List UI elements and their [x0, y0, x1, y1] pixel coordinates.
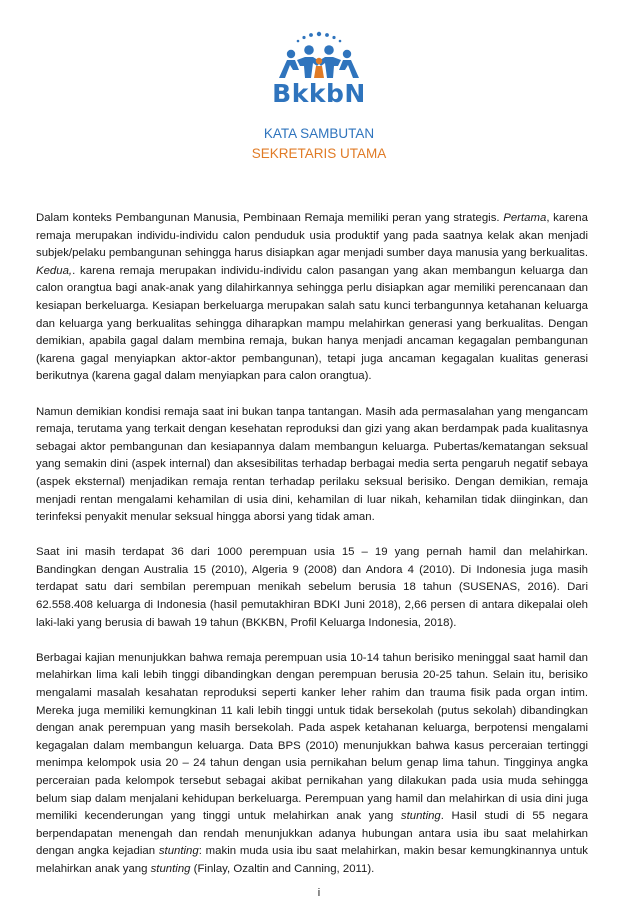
paragraph-2	[36, 404, 588, 527]
italic-text: stunting	[158, 845, 199, 858]
text-run: , karena remaja merupakan individu-individu calon penduduk usia produktif yang pada saatnya kelak akan menjadi subjek/pelaku pembangunan sehingga harus disiapkan agar menjadi sumber daya manusia yang berkualitas.	[36, 212, 588, 260]
text-run: : makin muda usia ibu saat melahirkan, makin besar kemungkinannya untuk melahirkan anak yang	[36, 845, 588, 875]
paragraph-4	[36, 650, 588, 879]
text-run: (Finlay, Ozaltin and Canning, 2011).	[190, 862, 375, 875]
italic-text: stunting	[400, 810, 441, 823]
text-run: Dalam konteks Pembangunan Manusia, Pembinaan Remaja memiliki peran yang strategis.	[36, 212, 504, 224]
paragraph-3	[36, 544, 588, 632]
italic-text: Pertama	[503, 212, 547, 224]
page-title	[0, 124, 638, 164]
logo	[0, 30, 638, 108]
paragraph-1	[36, 210, 588, 386]
title-line-2: SEKRETARIS UTAMA	[251, 146, 387, 161]
family-people-icon	[269, 30, 369, 82]
text-run: Berbagai kajian menunjukkan bahwa remaja perempuan usia 10-14 tahun berisiko meninggal saat hamil dan melahirkan lima kali lebih tinggi dibandingkan dengan perempuan berusia 20-25 tahun. Selain itu, berisiko mengalami masalah kesahatan reproduksi seperti kanker leher rahim dan trauma fisik pada organ intim. Mereka juga memiliki kemungkinan 11 kali lebih tinggi untuk tidak bersekolah (putus sekolah) dibandingkan dengan anak perempuan yang masih bersekolah. Pada aspek ketahanan keluarga, berpotensi mengalami kegagalan dalam membangun keluarga. Data BPS (2010) menunjukkan bahwa kasus perceraian tertinggi menimpa kelompok usia 20 – 24 tahun dengan usia pernikahan belum genap lima tahun. Tingginya angka perceraian pada kelompok tersebut sebagai akibat pernikahan yang dilakukan pada usia muda sehingga belum siap dalam menjalani kehidupan berkeluarga. Perempuan yang hamil dan melahirkan di usia dini juga memiliki kecenderungan yang tinggi untuk melahirkan anak yang	[36, 651, 588, 823]
logo-text: BkkbN	[272, 79, 366, 108]
body-text	[36, 210, 588, 896]
text-run: . Hasil studi di 55 negara berpendapatan menengah dan rendah menunjukkan adanya hubungan antara usia ibu saat melahirkan dengan angka kejadian	[36, 810, 589, 858]
text-run: . karena remaja merupakan individu-individu calon pasangan yang akan membangun keluarga dan calon orangtua bagi anak-anak yang dilahirkannya sehingga perlu disiapkan agar memiliki perencanaan dan kesiapan berkeluarga. Kesiapan berkeluarga merupakan salah satu kunci terbangunnya ketahanan keluarga dan keluarga yang berkualitas sehingga diharapkan mampu melahirkan generasi yang berkualitas. Dengan demikian, apabila gagal dalam membina remaja, bukan hanya menjadi ancaman kegagalan pembangunan (karena gagal menyiapkan aktor-aktor pembangunan), tetapi juga ancaman kegagalan kualitas generasi berikutnya (karena gagal dalam menyiapkan para calon orangtua).	[36, 264, 588, 383]
italic-text: Kedua,	[36, 264, 73, 277]
italic-text: stunting	[150, 862, 191, 875]
text-run: Saat ini masih terdapat 36 dari 1000 perempuan usia 15 – 19 yang pernah hamil dan melahirkan. Bandingkan dengan Australia 15 (2010), Algeria 9 (2008) dan Andora 4 (2010). Di Indonesia juga masih terdapat satu dari sembilan perempuan menikah sebelum berusia 18 tahun (SUSENAS, 2016). Dari 62.558.408 keluarga di Indonesia (hasil pemutakhiran BDKI Juni 2018), 2,66 persen di antara dikepalai oleh laki-laki yang berusia di bawah 19 tahun (BKKBN, Profil Keluarga Indonesia, 2018).	[36, 546, 588, 629]
title-line-1: KATA SAMBUTAN	[263, 126, 375, 141]
page-number: i	[317, 887, 321, 899]
text-run: Namun demikian kondisi remaja saat ini bukan tanpa tantangan. Masih ada permasalahan yang mengancam remaja, terutama yang terkait dengan kesehatan reproduksi dan gizi yang akan berdampak pada kualitasnya sebagai aktor pembangunan dan kesiapannya dalam membangun keluarga. Pubertas/kematangan seksual yang semakin dini (aspek internal) dan aksesibilitas terhadap berbagai media serta pengaruh negatif sebaya (aspek eksternal) menjadikan remaja rentan terhadap perilaku seksual berisiko. Dengan demikian, remaja menjadi rentan mengalami kehamilan di usia dini, kehamilan di luar nikah, kehamilan tidak diinginkan, dan terinfeksi penyakit menular seksual hingga aborsi yang tidak aman.	[36, 405, 588, 524]
